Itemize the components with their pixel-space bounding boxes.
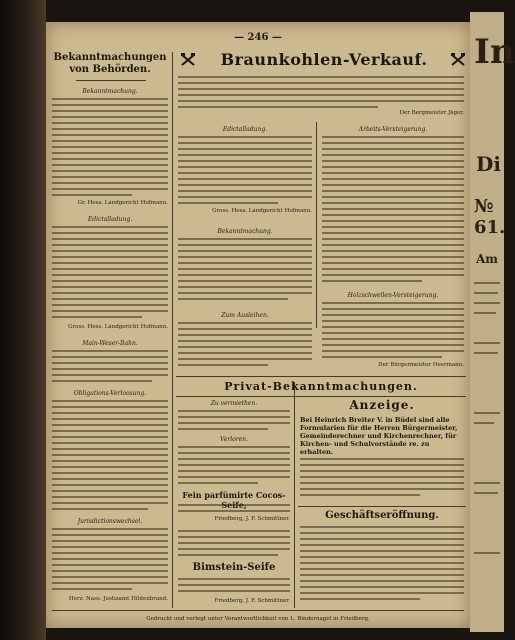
page-number: — 246 — [234, 32, 282, 43]
signature-buergermeister: Der Bürgermeister Heermann. [378, 362, 464, 368]
newspaper-page [46, 22, 470, 628]
edictalladung-heading: Edictalladung. [87, 216, 133, 223]
signature-schmittner-2: Friedberg, J. F. Schmittner. [214, 598, 290, 604]
bekanntmachung-heading: Bekanntmachung. [82, 88, 138, 95]
printer-imprint: Gedruckt und verlegt unter Verantwortlichkeit von L. Bindernagel in Friedberg. [146, 616, 370, 622]
signature-landgericht-mid: Gross. Hess. Landgericht Hofmann. [212, 208, 312, 214]
arbeits-versteigerung-heading: Arbeits-Versteigerung. [358, 126, 428, 133]
adjacent-page-fragment-1: Di [476, 152, 501, 176]
crossed-hammers-icon [450, 52, 466, 68]
adjacent-page-fragment-3: Am [476, 252, 499, 266]
signature-bergmeister: Der Bergmeister Jäger. [399, 110, 464, 116]
bekanntmachung-mid-heading: Bekanntmachung. [217, 228, 273, 235]
adjacent-page-fragment-2: № 61. [474, 196, 506, 238]
obligationen-heading: Obligations-Verloosung. [73, 390, 147, 397]
signature-landgericht-2: Gross. Hess. Landgericht Hofmann. [68, 324, 168, 330]
zu-vermiethen-heading: Zu vermiethen. [210, 400, 258, 407]
bimstein-seife-ad: Bimstein-Seife [192, 562, 276, 573]
geschaeftseroeffnung-title: Geschäftseröffnung. [325, 510, 439, 521]
main-weser-heading: Main-Weser-Bahn. [82, 340, 138, 347]
adjacent-page-big-letters: In [474, 32, 515, 72]
privat-title: Privat-Bekanntmachungen. [224, 380, 418, 393]
jurisdiction-heading: Jurisdictionswechsel. [77, 518, 143, 525]
crossed-hammers-icon [180, 52, 196, 68]
zum-ausleihen-heading: Zum Ausleihen. [221, 312, 269, 319]
anzeige-title: Anzeige. [349, 398, 415, 412]
column-divider-lower [294, 382, 295, 608]
left-section-title: Bekanntmachungen von Behörden. [53, 52, 167, 75]
edictalladung-mid-heading: Edictalladung. [222, 126, 268, 133]
verloren-heading: Verloren. [220, 436, 248, 443]
signature-justizamt: Herz. Nass. Justizamt Hildenbrand. [68, 596, 168, 602]
cocos-seife-ad: Fein parfümirte Cocos- [182, 490, 286, 500]
adjacent-page-edge [470, 12, 515, 632]
column-divider-right [316, 122, 317, 328]
column-divider-left [172, 52, 173, 608]
anzeige-lead-text: Bei Heinrich Breiter V. in Büdel sind alle Formularien für die Herren Bürgermeister, Gemeinderechner und Kirchenrechner, für Kirchen- und Schulvorstände re. zu erhalten. [300, 416, 458, 456]
braunkohlen-title: Braunkohlen-Verkauf. [220, 50, 428, 69]
signature-schmittner-1: Friedberg, J. F. Schmittner. [214, 516, 290, 522]
holzschwellen-heading: Holzschwellen-Versteigerung. [347, 292, 439, 299]
signature-landgericht-1: Gr. Hess. Landgericht Hofmann. [77, 200, 168, 206]
book-spine-shadow [0, 0, 46, 640]
